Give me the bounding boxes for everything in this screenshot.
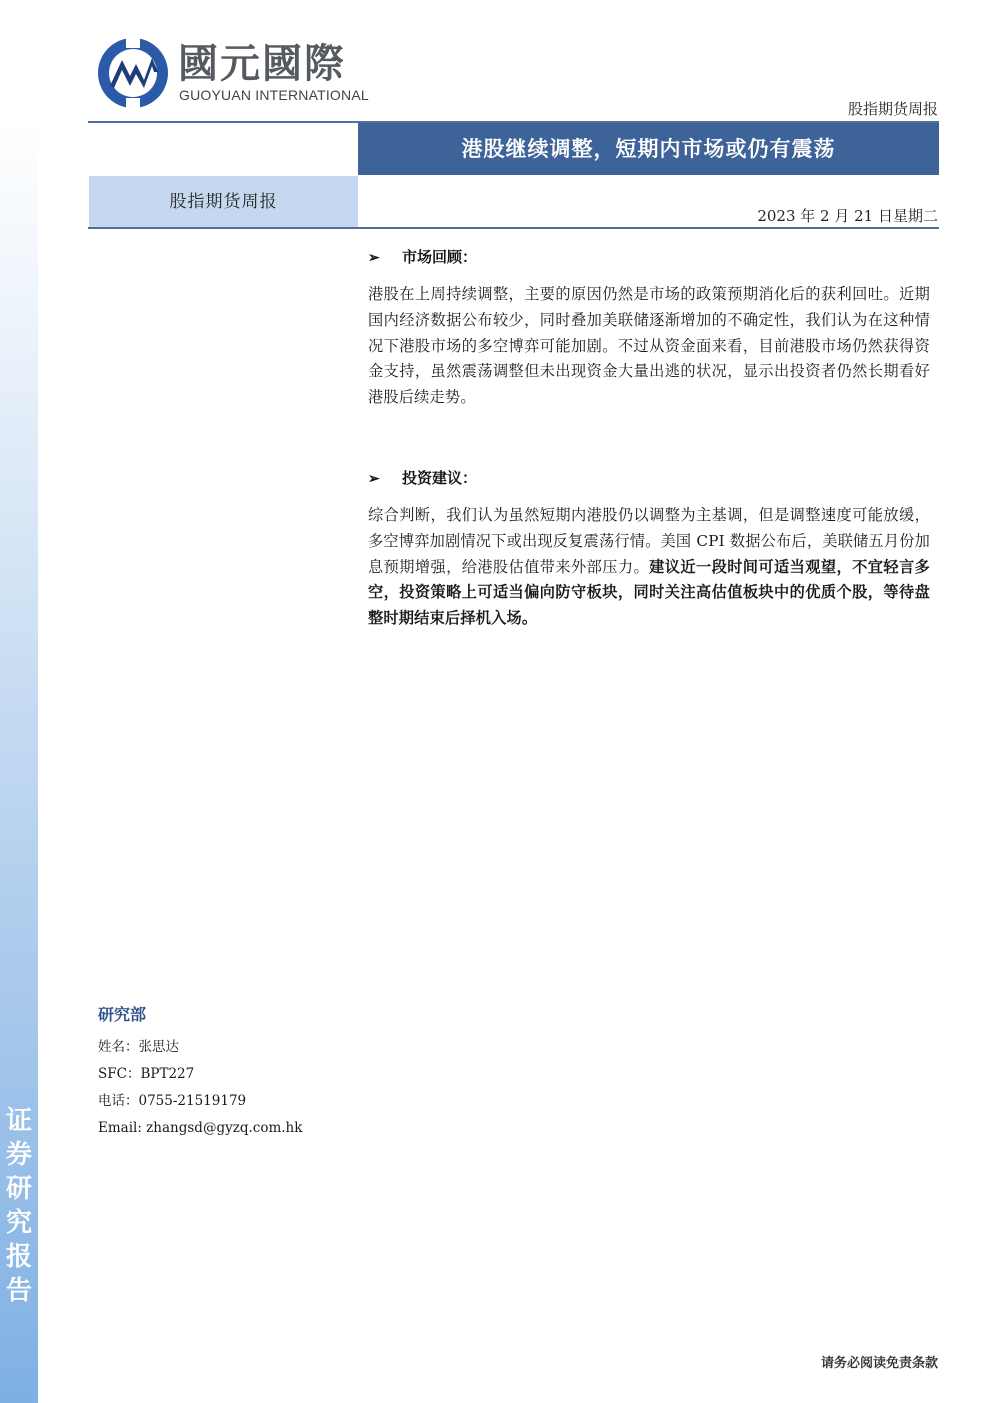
analyst-phone: 电话：0755-21519179: [98, 1093, 247, 1109]
heading-text: 市场回顾：: [402, 248, 478, 266]
market-review-paragraph: 港股在上周持续调整，主要的原因仍然是市场的政策预期消化后的获利回吐。近期国内经济数据公布较少，同时叠加美联储逐渐增加的不确定性，我们认为在这种情况下港股市场的多空博弈可能加剧。不过从资金面来看，目前港股市场仍然获得资金支持，虽然震荡调整但未出现资金大量出逃的状况，显示出投资者仍然长期看好港股后续走势。: [368, 285, 930, 407]
guoyuan-logo-icon: [96, 36, 170, 110]
section-heading-investment-advice: [368, 467, 477, 488]
investment-advice-paragraph: [368, 503, 930, 632]
analyst-sfc: SFC：BPT227: [98, 1066, 195, 1082]
header-divider: [88, 227, 939, 229]
analyst-name: 姓名：张思达: [98, 1039, 179, 1055]
report-date: 2023 年 2 月 21 日星期二: [757, 207, 938, 225]
advice-bold-text: 建议近一段时间可适当观望，不宜轻言多空，投资策略上可适当偏向防守板块，同时关注高估值板块中的优质个股，等待盘整时期结束后择机入场。: [368, 557, 930, 628]
arrow-bullet-icon: ➢: [368, 471, 380, 487]
disclaimer-link[interactable]: 请务必阅读免责条款: [820, 1356, 938, 1371]
section-heading-market-review: [368, 246, 477, 267]
report-type-header: 股指期货周报: [847, 100, 938, 118]
analyst-email: Email: zhangsd@gyzq.com.hk: [98, 1120, 303, 1136]
brand-name-cn: 國元國際: [178, 41, 346, 87]
report-title: 港股继续调整，短期内市场或仍有震荡: [358, 123, 939, 175]
arrow-bullet-icon: ➢: [368, 250, 380, 266]
side-label: 证 券 研 究 报 告: [5, 1106, 32, 1306]
analyst-contact: [98, 1002, 302, 1142]
advice-text: 综合判断，我们认为虽然短期内港股仍以调整为主基调，但是调整速度可能放缓，多空博弈加剧情况下或出现反复震荡行情。美国 CPI 数据公布后，美联储五月份加息预期增强，给港股估值带来外部压力。: [368, 506, 930, 576]
heading-text: 投资建议：: [402, 469, 478, 487]
brand-name-en: GUOYUAN INTERNATIONAL: [179, 87, 369, 103]
report-category-label: 股指期货周报: [89, 176, 358, 228]
department-label: 研究部: [98, 1005, 147, 1024]
